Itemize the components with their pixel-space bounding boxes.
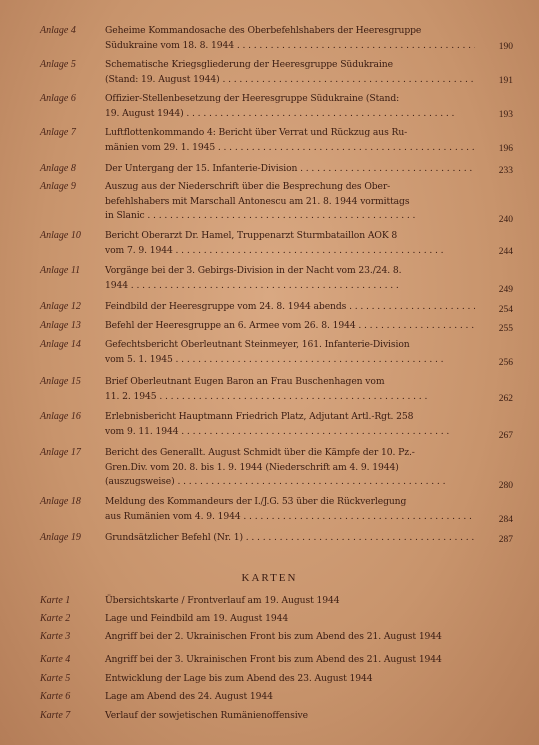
- entry-label: Anlage 19: [40, 532, 81, 543]
- entry-title-line-2: 1944 . . .: [105, 279, 475, 294]
- entry-label: Karte 3: [40, 631, 71, 642]
- entry-title-line-1: Luftflottenkommando 4: Bericht über Verrat und Rückzug aus Ru-: [105, 127, 408, 138]
- entry-title-line-1: Meldung des Kommandeurs der I./J.G. 53 über die Rückverlegung: [105, 496, 407, 507]
- entry-title-line-1: Feindbild der Heeresgruppe vom 24. 8. 1944 abends . . .: [105, 300, 475, 315]
- entry-title-line-2: (Stand: 19. August 1944) . . .: [105, 73, 475, 88]
- entry-page-number: 284: [498, 515, 513, 525]
- entry-label: Karte 2: [40, 613, 71, 624]
- entry-title-line-1: Grundsätzlicher Befehl (Nr. 1) . . .: [105, 531, 475, 546]
- entry-label: Anlage 9: [40, 181, 76, 192]
- entry-title-line-1: Offizier-Stellenbesetzung der Heeresgruppe Südukraine (Stand:: [105, 93, 400, 104]
- entry-page-number: 262: [498, 394, 513, 404]
- entry-title: Übersichtskarte / Frontverlauf am 19. August 1944: [105, 595, 340, 606]
- entry-title-line-1: Erlebnisbericht Hauptmann Friedrich Platz, Adjutant Artl.-Rgt. 258: [105, 411, 414, 422]
- entry-label: Karte 5: [40, 673, 71, 684]
- entry-page-number: 240: [498, 215, 513, 225]
- entry-title-line-1: Bericht Oberarzt Dr. Hamel, Truppenarzt Sturmbataillon AOK 8: [105, 230, 398, 241]
- entry-title-line-1: Befehl der Heeresgruppe an 6. Armee vom 26. 8. 1944 . . .: [105, 319, 475, 334]
- entry-page-number: 191: [498, 76, 513, 86]
- karten-heading: KARTEN: [241, 572, 298, 584]
- entry-label: Anlage 12: [40, 301, 81, 312]
- entry-label: Anlage 8: [40, 163, 76, 174]
- entry-label: Karte 4: [40, 654, 71, 665]
- entry-page-number: 190: [498, 42, 513, 52]
- entry-page-number: 244: [498, 247, 513, 257]
- entry-page-number: 280: [498, 481, 513, 491]
- entry-page-number: 193: [498, 110, 513, 120]
- entry-page-number: 254: [498, 305, 513, 315]
- entry-title: Entwicklung der Lage bis zum Abend des 23. August 1944: [105, 673, 373, 684]
- entry-title-line-2: mänien vom 29. 1. 1945 . . .: [105, 141, 475, 156]
- entry-label: Anlage 17: [40, 447, 81, 458]
- entry-label: Karte 7: [40, 710, 71, 721]
- entry-title: Angriff bei der 2. Ukrainischen Front bis zum Abend des 21. August 1944: [105, 631, 442, 642]
- entry-label: Anlage 7: [40, 127, 76, 138]
- entry-label: Anlage 5: [40, 59, 76, 70]
- entry-page-number: 287: [498, 535, 513, 545]
- entry-title-line-1: Auszug aus der Niederschrift über die Besprechung des Ober-: [105, 181, 391, 192]
- entry-title: Lage und Feindbild am 19. August 1944: [105, 613, 289, 624]
- entry-page-number: 267: [498, 431, 513, 441]
- entry-label: Anlage 13: [40, 320, 81, 331]
- entry-label: Anlage 6: [40, 93, 76, 104]
- entry-title-line-1: Brief Oberleutnant Eugen Baron an Frau Buschenhagen vom: [105, 376, 385, 387]
- entry-label: Karte 1: [40, 595, 71, 606]
- entry-title-line-1: Vorgänge bei der 3. Gebirgs-Division in der Nacht vom 23./24. 8.: [105, 265, 402, 276]
- entry-title-line-2: vom 9. 11. 1944 . . .: [105, 425, 475, 440]
- entry-title-line-2: 11. 2. 1945 . . .: [105, 390, 475, 405]
- entry-label: Anlage 14: [40, 339, 81, 350]
- entry-label: Anlage 10: [40, 230, 81, 241]
- entry-title-line-3: in Slanic . . .: [105, 209, 475, 224]
- entry-label: Anlage 18: [40, 496, 81, 507]
- entry-page-number: 256: [498, 358, 513, 368]
- entry-title-line-3: (auszugsweise) . . .: [105, 475, 475, 490]
- entry-title-line-2: vom 5. 1. 1945 . . .: [105, 353, 475, 368]
- entry-title-line-2: vom 7. 9. 1944 . . .: [105, 244, 475, 259]
- entry-title-line-2: befehlshabers mit Marschall Antonescu am 21. 8. 1944 vormittags: [105, 195, 410, 207]
- entry-title-line-2: 19. August 1944) . . .: [105, 107, 475, 122]
- entry-label: Anlage 11: [40, 265, 81, 276]
- entry-title-line-1: Geheime Kommandosache des Oberbefehlshabers der Heeresgruppe: [105, 25, 422, 36]
- entry-title-line-1: Gefechtsbericht Oberleutnant Steinmeyer, 161. Infanterie-Division: [105, 339, 410, 350]
- entry-title-line-1: Schematische Kriegsgliederung der Heeresgruppe Südukraine: [105, 59, 393, 70]
- entry-label: Karte 6: [40, 691, 71, 702]
- entry-title: Lage am Abend des 24. August 1944: [105, 691, 273, 702]
- entry-page-number: 196: [498, 144, 513, 154]
- entry-label: Anlage 4: [40, 25, 76, 36]
- entry-label: Anlage 16: [40, 411, 81, 422]
- entry-title-line-1: Bericht des Generallt. August Schmidt über die Kämpfe der 10. Pz.-: [105, 447, 415, 458]
- entry-page-number: 233: [498, 166, 513, 176]
- entry-page-number: 249: [498, 285, 513, 295]
- entry-label: Anlage 15: [40, 376, 81, 387]
- entry-title: Verlauf der sowjetischen Rumänienoffensive: [105, 710, 308, 721]
- entry-title: Angriff bei der 3. Ukrainischen Front bis zum Abend des 21. August 1944: [105, 654, 442, 665]
- entry-page-number: 255: [498, 324, 513, 334]
- entry-title-line-2: Gren.Div. vom 20. 8. bis 1. 9. 1944 (Niederschrift am 4. 9. 1944): [105, 461, 399, 473]
- entry-title-line-1: Der Untergang der 15. Infanterie-Division . . .: [105, 162, 475, 177]
- entry-title-line-2: aus Rumänien vom 4. 9. 1944 . . .: [105, 510, 475, 525]
- entry-title-line-2: Südukraine vom 18. 8. 1944 . . .: [105, 39, 475, 54]
